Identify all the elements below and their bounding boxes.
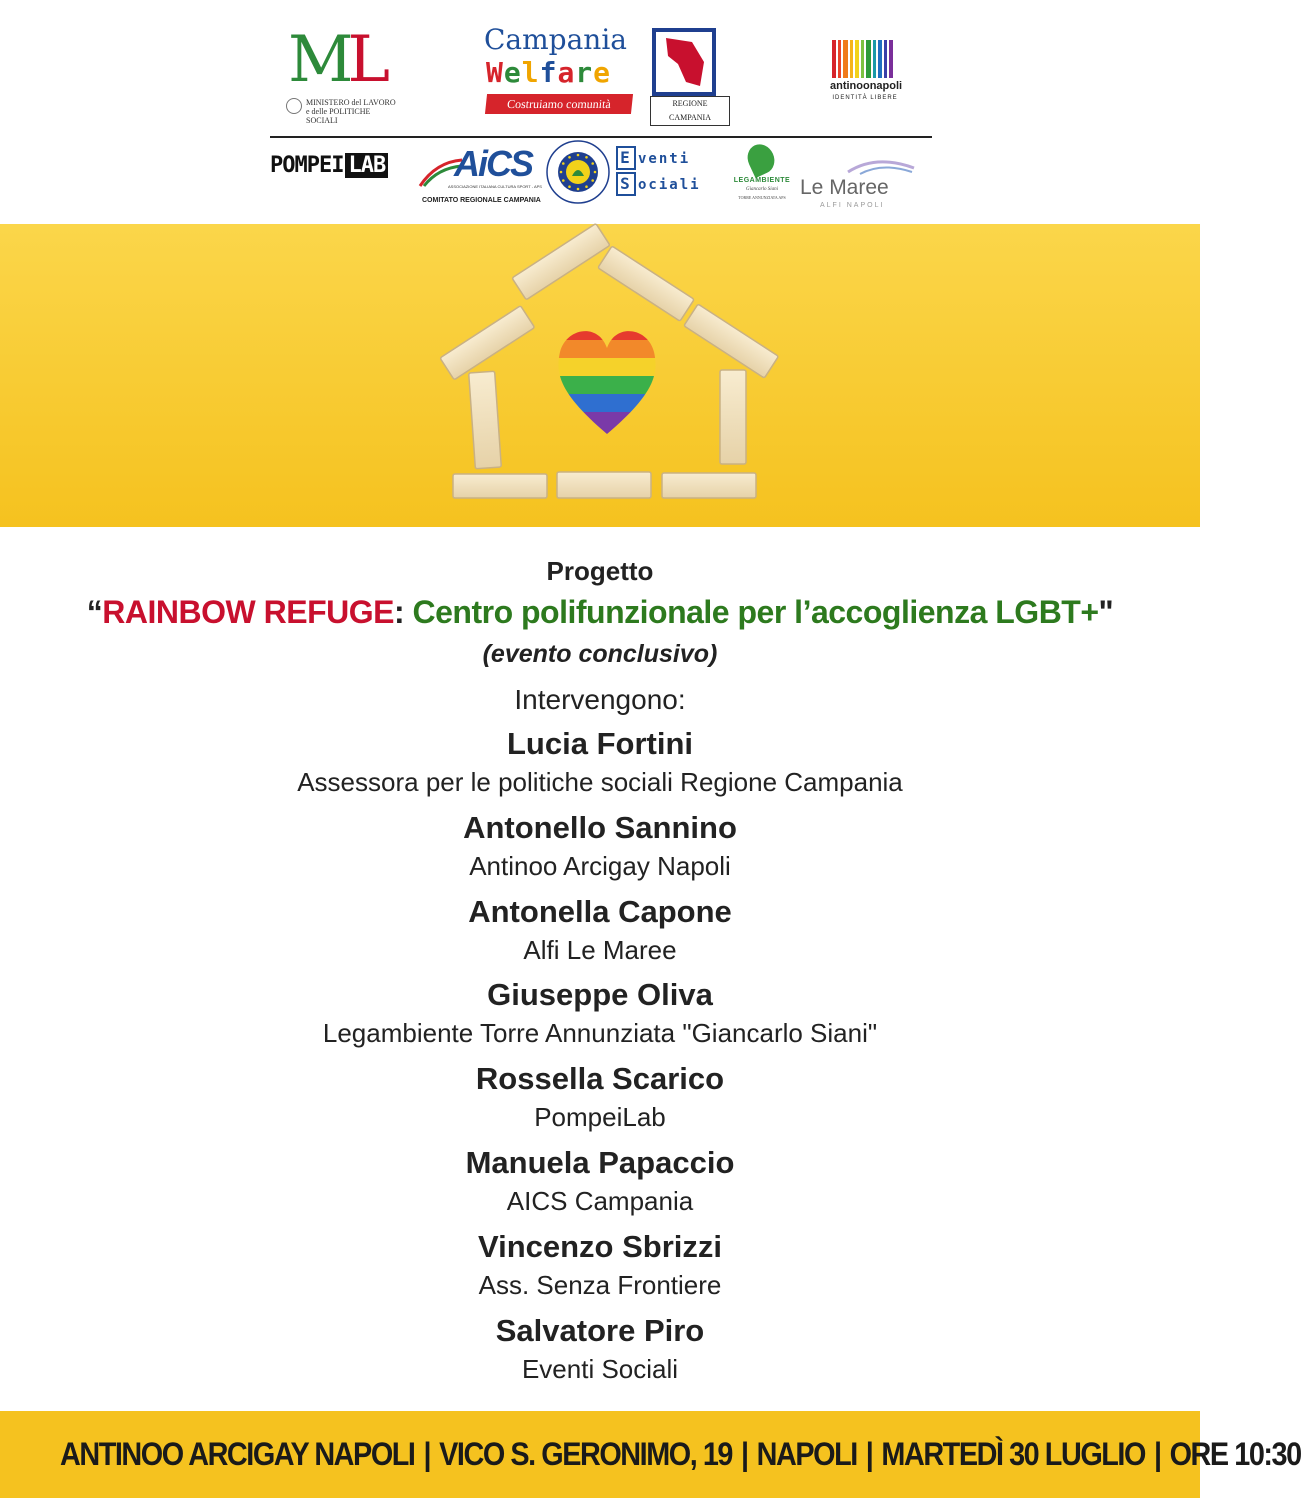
separator: | — [1153, 1436, 1161, 1472]
ml-letters-text: ML — [288, 23, 385, 97]
speaker-role: Alfi Le Maree — [523, 934, 677, 965]
ministero-letters — [288, 23, 385, 97]
legambiente-sub2: TORRE ANNUNZIATA APS — [738, 195, 786, 200]
speaker-name: Giuseppe Oliva — [487, 977, 713, 1013]
regione-campania-shield-icon — [652, 28, 716, 96]
regione-campania-badge — [650, 28, 718, 122]
header-divider — [270, 136, 932, 138]
pompeilab-part1: POMPEI — [270, 153, 344, 178]
eventi-rest: venti — [638, 151, 691, 167]
wooden-house-heart-illustration — [0, 224, 1200, 527]
speaker-item — [0, 1227, 1200, 1311]
speaker-item — [0, 808, 1200, 892]
legambiente-logo — [726, 144, 798, 208]
title-close-quote: " — [1098, 594, 1114, 630]
sociali-rest: ociali — [638, 177, 701, 193]
project-title — [0, 594, 1200, 631]
speaker-name: Rossella Scarico — [475, 1061, 725, 1097]
speakers-intro: Intervengono: — [514, 684, 686, 715]
campania-tagline: Costruiamo comunità — [485, 94, 633, 114]
speaker-name: Salvatore Piro — [495, 1312, 705, 1348]
speaker-name: Antonello Sannino — [463, 809, 737, 845]
senza-frontiere-seal-icon — [546, 140, 610, 204]
eventi-sociali-logo — [616, 146, 716, 198]
city: NAPOLI — [756, 1436, 857, 1472]
logo-header — [0, 0, 1200, 222]
pompeilab-wordmark — [270, 152, 388, 180]
speaker-item — [0, 1143, 1200, 1227]
speaker-role: Legambiente Torre Annunziata "Giancarlo Siani" — [322, 1018, 878, 1049]
regione-campania-label: REGIONE CAMPANIA — [650, 96, 730, 126]
speaker-role: Assessora per le politiche sociali Regione Campania — [297, 767, 903, 797]
speaker-item — [0, 1311, 1200, 1395]
campania-welfare-logo — [484, 23, 734, 122]
italian-emblem-icon — [286, 98, 302, 114]
speaker-item — [0, 1059, 1200, 1143]
ministero-caption-line1: MINISTERO del LAVORO — [306, 98, 396, 107]
rainbow-barcode-icon — [832, 40, 896, 78]
aics-logo — [418, 144, 544, 208]
rainbow-heart-icon — [550, 320, 670, 438]
ministero-caption-line2: e delle POLITICHE SOCIALI — [306, 107, 371, 125]
eventi-line1 — [616, 146, 690, 170]
eventi-line2 — [616, 172, 701, 196]
speaker-role: Eventi Sociali — [521, 1353, 679, 1384]
speaker-name: Vincenzo Sbrizzi — [477, 1228, 723, 1264]
legambiente-leaf-icon — [743, 140, 779, 178]
date: MARTEDÌ 30 LUGLIO — [881, 1436, 1145, 1472]
event-subtitle: (evento conclusivo) — [482, 640, 718, 668]
ministero-lavoro-logo — [284, 23, 396, 125]
speaker-item — [0, 892, 1200, 976]
senza-frontiere-logo — [546, 140, 610, 204]
aics-name: AiCS — [454, 143, 533, 184]
welfare-wordmark: Welfare — [486, 56, 612, 89]
aics-sub: ASSOCIAZIONE ITALIANA CULTURA SPORT - APS — [448, 184, 542, 189]
speaker-role: PompeiLab — [534, 1102, 666, 1133]
title-colon: : — [393, 594, 405, 630]
le-maree-name: Le Maree — [800, 176, 889, 199]
speaker-item — [0, 975, 1200, 1059]
wave-icon — [846, 158, 916, 176]
le-maree-logo — [800, 166, 916, 214]
legambiente-sub1: Giancarlo Siani — [745, 187, 779, 192]
ministero-caption — [306, 98, 396, 125]
speaker-name: Antonella Capone — [468, 893, 732, 929]
hero-image — [0, 224, 1200, 527]
event-info-text — [60, 1411, 1301, 1498]
eventi-cap-e: E — [616, 146, 636, 170]
speaker-name: Manuela Papaccio — [465, 1144, 735, 1180]
title-green-part: Centro polifunzionale per l’accoglienza LGBT+ — [404, 594, 1099, 630]
antinoo-sub: IDENTITÀ LIBERE — [832, 95, 898, 101]
speaker-role: Antinoo Arcigay Napoli — [469, 850, 731, 881]
eventi-cap-s: S — [616, 172, 636, 196]
speaker-item — [0, 724, 1200, 808]
separator: | — [423, 1436, 431, 1472]
speaker-role: AICS Campania — [506, 1185, 694, 1216]
speaker-role: Ass. Senza Frontiere — [478, 1269, 722, 1300]
le-maree-sub: ALFI NAPOLI — [820, 202, 885, 209]
legambiente-name: LEGAMBIENTE — [733, 177, 791, 184]
pompeilab-part2: LAB — [345, 153, 388, 178]
title-open-quote: “ — [86, 594, 103, 630]
address: VICO S. GERONIMO, 19 — [439, 1436, 733, 1472]
speaker-list — [0, 724, 1200, 1394]
event-info-bar — [0, 1411, 1301, 1498]
antinoo-napoli-logo — [830, 40, 903, 104]
time: ORE 10:30 — [1169, 1436, 1301, 1472]
antinoo-name: antinoonapoli — [830, 80, 903, 92]
title-red-part: RAINBOW REFUGE — [102, 594, 394, 630]
aics-committee: COMITATO REGIONALE CAMPANIA — [422, 197, 541, 204]
pompeilab-logo — [270, 150, 412, 184]
separator: | — [865, 1436, 873, 1472]
speaker-name: Lucia Fortini — [507, 726, 693, 761]
venue: ANTINOO ARCIGAY NAPOLI — [60, 1436, 415, 1472]
project-kicker: Progetto — [546, 556, 654, 586]
separator: | — [741, 1436, 748, 1472]
campania-title: Campania — [484, 23, 627, 56]
